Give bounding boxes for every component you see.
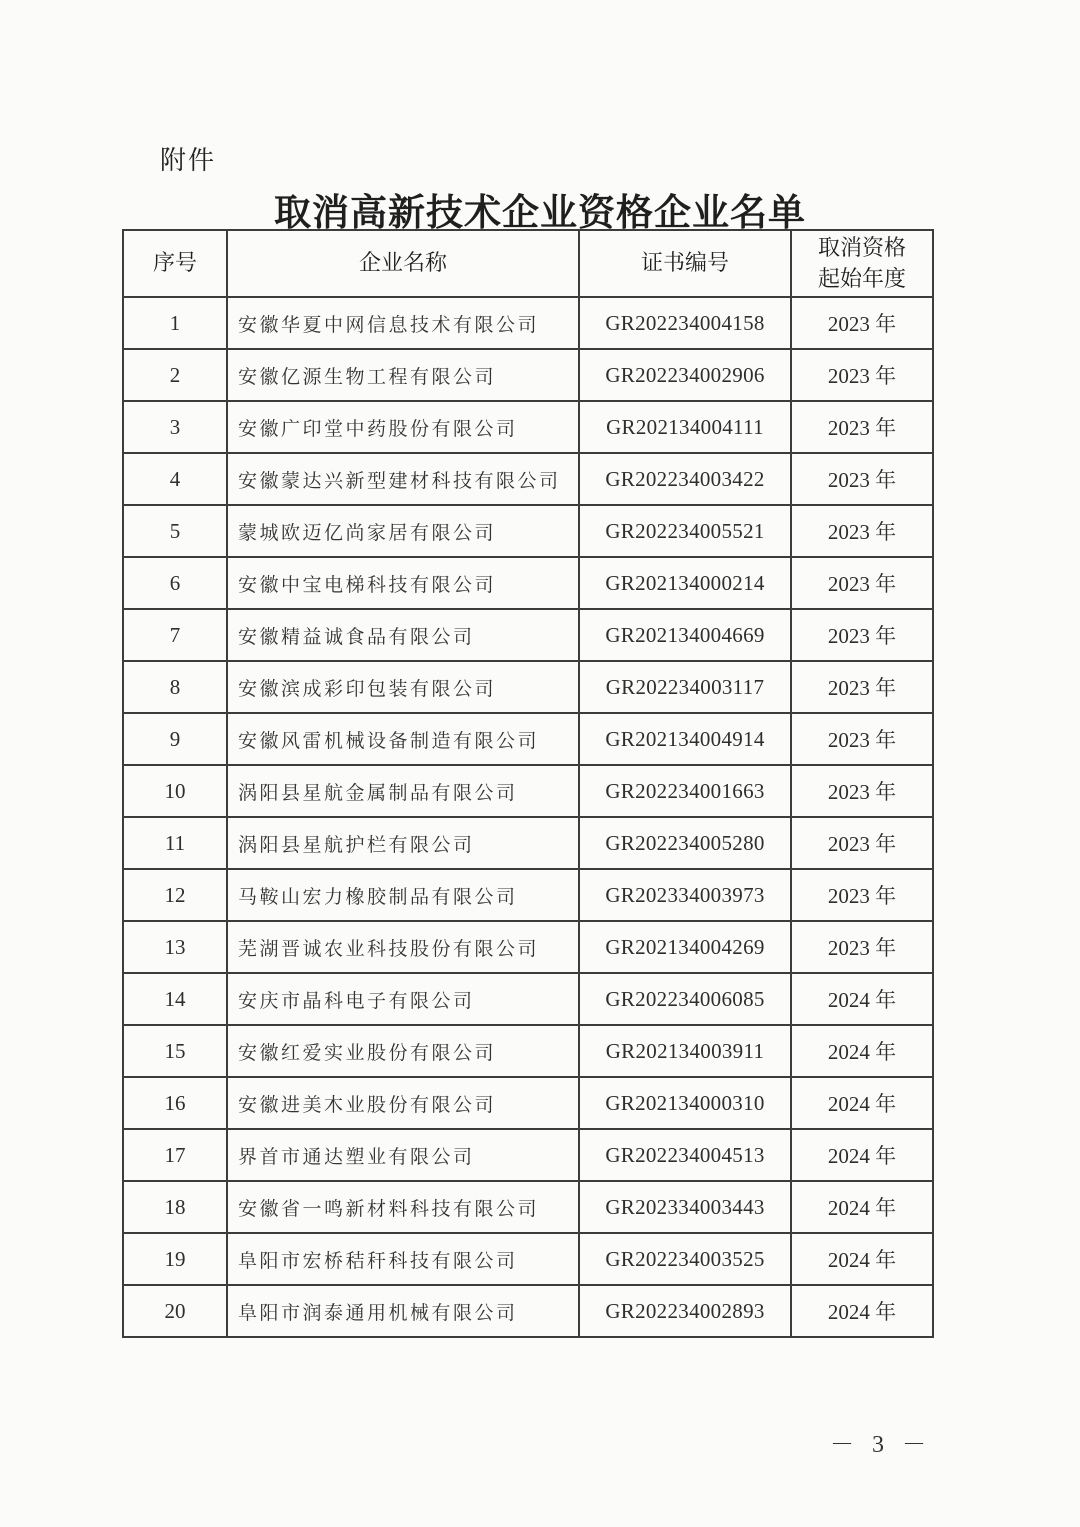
row-certificate-number: GR202234004158 xyxy=(579,297,791,349)
row-seq: 7 xyxy=(123,609,227,661)
table-body xyxy=(123,297,933,1337)
table-row xyxy=(123,921,933,973)
row-certificate-number: GR202234002906 xyxy=(579,349,791,401)
row-company-name: 安徽精益诚食品有限公司 xyxy=(227,609,579,661)
row-seq: 6 xyxy=(123,557,227,609)
row-seq: 17 xyxy=(123,1129,227,1181)
table-row xyxy=(123,401,933,453)
row-company-name: 涡阳县星航护栏有限公司 xyxy=(227,817,579,869)
row-company-name: 安徽省一鸣新材料科技有限公司 xyxy=(227,1181,579,1233)
row-seq: 2 xyxy=(123,349,227,401)
row-start-year: 2023 年 xyxy=(791,921,933,973)
row-certificate-number: GR202234006085 xyxy=(579,973,791,1025)
row-certificate-number: GR202234003525 xyxy=(579,1233,791,1285)
row-company-name: 安徽风雷机械设备制造有限公司 xyxy=(227,713,579,765)
row-start-year: 2024 年 xyxy=(791,1181,933,1233)
row-start-year: 2023 年 xyxy=(791,297,933,349)
row-certificate-number: GR202234004513 xyxy=(579,1129,791,1181)
table-row xyxy=(123,973,933,1025)
row-seq: 4 xyxy=(123,453,227,505)
row-seq: 13 xyxy=(123,921,227,973)
table-row xyxy=(123,817,933,869)
row-start-year: 2023 年 xyxy=(791,713,933,765)
table-row xyxy=(123,765,933,817)
row-start-year: 2024 年 xyxy=(791,1285,933,1337)
row-certificate-number: GR202234001663 xyxy=(579,765,791,817)
row-company-name: 界首市通达塑业有限公司 xyxy=(227,1129,579,1181)
row-certificate-number: GR202334003973 xyxy=(579,869,791,921)
row-company-name: 安徽中宝电梯科技有限公司 xyxy=(227,557,579,609)
table-row xyxy=(123,1077,933,1129)
row-certificate-number: GR202134000310 xyxy=(579,1077,791,1129)
table-row xyxy=(123,609,933,661)
row-company-name: 蒙城欧迈亿尚家居有限公司 xyxy=(227,505,579,557)
row-seq: 19 xyxy=(123,1233,227,1285)
attachment-label: 附件 xyxy=(160,146,217,176)
row-seq: 3 xyxy=(123,401,227,453)
row-start-year: 2023 年 xyxy=(791,557,933,609)
row-company-name: 安庆市晶科电子有限公司 xyxy=(227,973,579,1025)
row-certificate-number: GR202234005521 xyxy=(579,505,791,557)
row-certificate-number: GR202234003117 xyxy=(579,661,791,713)
row-company-name: 马鞍山宏力橡胶制品有限公司 xyxy=(227,869,579,921)
row-certificate-number: GR202134004269 xyxy=(579,921,791,973)
row-seq: 5 xyxy=(123,505,227,557)
page-number: － 3 － xyxy=(830,1432,932,1458)
table-row xyxy=(123,1285,933,1337)
row-company-name: 安徽蒙达兴新型建材科技有限公司 xyxy=(227,453,579,505)
column-header-name: 企业名称 xyxy=(227,230,579,297)
row-start-year: 2023 年 xyxy=(791,765,933,817)
row-company-name: 安徽亿源生物工程有限公司 xyxy=(227,349,579,401)
company-table-container xyxy=(122,229,932,1338)
row-certificate-number: GR202134004669 xyxy=(579,609,791,661)
row-company-name: 阜阳市润泰通用机械有限公司 xyxy=(227,1285,579,1337)
row-start-year: 2023 年 xyxy=(791,869,933,921)
row-company-name: 芜湖晋诚农业科技股份有限公司 xyxy=(227,921,579,973)
column-header-seq: 序号 xyxy=(123,230,227,297)
row-seq: 20 xyxy=(123,1285,227,1337)
row-company-name: 安徽进美木业股份有限公司 xyxy=(227,1077,579,1129)
row-certificate-number: GR202134004111 xyxy=(579,401,791,453)
column-header-year: 取消资格 起始年度 xyxy=(791,230,933,297)
row-start-year: 2024 年 xyxy=(791,1129,933,1181)
row-seq: 8 xyxy=(123,661,227,713)
row-company-name: 阜阳市宏桥秸秆科技有限公司 xyxy=(227,1233,579,1285)
table-row xyxy=(123,661,933,713)
row-seq: 16 xyxy=(123,1077,227,1129)
table-row xyxy=(123,869,933,921)
document-title: 取消高新技术企业资格企业名单 xyxy=(274,191,806,234)
row-seq: 1 xyxy=(123,297,227,349)
row-start-year: 2024 年 xyxy=(791,1025,933,1077)
table-header xyxy=(123,230,933,297)
table-row xyxy=(123,1129,933,1181)
row-seq: 11 xyxy=(123,817,227,869)
company-table xyxy=(122,229,934,1338)
table-row xyxy=(123,349,933,401)
table-row xyxy=(123,1181,933,1233)
row-company-name: 安徽广印堂中药股份有限公司 xyxy=(227,401,579,453)
row-start-year: 2023 年 xyxy=(791,661,933,713)
row-start-year: 2024 年 xyxy=(791,1233,933,1285)
row-seq: 9 xyxy=(123,713,227,765)
column-header-cert: 证书编号 xyxy=(579,230,791,297)
row-start-year: 2023 年 xyxy=(791,401,933,453)
header-row xyxy=(123,230,933,297)
row-certificate-number: GR202134000214 xyxy=(579,557,791,609)
row-certificate-number: GR202234005280 xyxy=(579,817,791,869)
row-start-year: 2023 年 xyxy=(791,349,933,401)
row-start-year: 2023 年 xyxy=(791,817,933,869)
table-row xyxy=(123,557,933,609)
row-seq: 15 xyxy=(123,1025,227,1077)
row-seq: 18 xyxy=(123,1181,227,1233)
table-row xyxy=(123,713,933,765)
table-row xyxy=(123,453,933,505)
table-row xyxy=(123,505,933,557)
row-certificate-number: GR202134004914 xyxy=(579,713,791,765)
row-start-year: 2024 年 xyxy=(791,973,933,1025)
row-company-name: 安徽华夏中网信息技术有限公司 xyxy=(227,297,579,349)
row-start-year: 2023 年 xyxy=(791,609,933,661)
table-row xyxy=(123,1025,933,1077)
row-seq: 14 xyxy=(123,973,227,1025)
row-company-name: 涡阳县星航金属制品有限公司 xyxy=(227,765,579,817)
table-row xyxy=(123,1233,933,1285)
row-certificate-number: GR202234003422 xyxy=(579,453,791,505)
row-start-year: 2023 年 xyxy=(791,505,933,557)
row-company-name: 安徽滨成彩印包装有限公司 xyxy=(227,661,579,713)
row-company-name: 安徽红爱实业股份有限公司 xyxy=(227,1025,579,1077)
table-row xyxy=(123,297,933,349)
row-certificate-number: GR202234002893 xyxy=(579,1285,791,1337)
row-seq: 10 xyxy=(123,765,227,817)
row-certificate-number: GR202334003443 xyxy=(579,1181,791,1233)
row-certificate-number: GR202134003911 xyxy=(579,1025,791,1077)
row-start-year: 2023 年 xyxy=(791,453,933,505)
row-seq: 12 xyxy=(123,869,227,921)
row-start-year: 2024 年 xyxy=(791,1077,933,1129)
